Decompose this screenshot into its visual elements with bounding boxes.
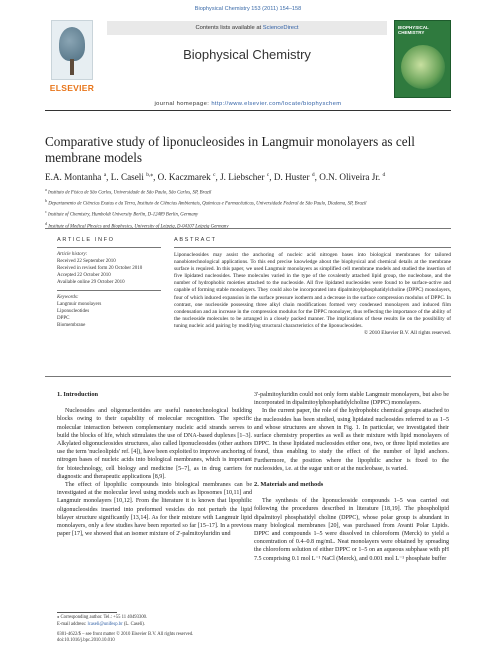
footnote [57, 615, 252, 645]
abstract [174, 252, 451, 337]
section-heading: 1. Introduction [57, 391, 99, 398]
doi-link[interactable]: doi:10.1016/j.bpc.2010.10.010 [57, 638, 115, 644]
issn: 0301-4622/$ – see front matter © 2010 Elsevier B.V. All rights reserved. [57, 631, 194, 637]
abstract-heading: ABSTRACT [174, 237, 217, 243]
email-link[interactable]: lcaseli@unifesp.br [87, 621, 123, 627]
tree-icon [51, 20, 93, 80]
journal-masthead [107, 21, 387, 103]
email-line: E-mail address: lcaseli@unifesp.br (L. Caseli). [57, 621, 146, 627]
keyword: Langmuir monolayers [57, 301, 102, 307]
article-history [57, 252, 157, 287]
homepage-prefix: journal homepage: [154, 101, 212, 107]
journal-homepage [45, 101, 451, 107]
history-item: Received in revised form 20 October 2010 [57, 265, 143, 271]
contents-bar [107, 21, 387, 35]
body-column-right [254, 391, 449, 563]
journal-citation: Biophysical Chemistry 153 (2011) 154–158 [194, 6, 302, 12]
author[interactable]: O. Kaczmarek $^c$ [157, 172, 216, 183]
paragraph: The synthesis of the liponucleoside compounds 1–5 was carried out following the procedures described in literature [18,19]. The phospholipid dipalmitoyl phosphatidyl choline (DPPC), whose polar group is abundant in many biological membranes [20], was purchased from Avanti Polar Lipids. DPPC and compounds 1–5 were dissolved in chloroform (Merck) to yield a concentration of 0.4–0.8 mg/mL. Neat monolayers were obtained by spreading the chloroform solution of either DPPC or 1–5 on an aqueous subphase with pH 7.5 comprising 0.1 mol L⁻¹ NaCl (Merck), and 0.001 mol L⁻¹ phosphate buffer [254, 498, 449, 562]
cover-title: BIOPHYSICAL CHEMISTRY [398, 25, 429, 35]
elsevier-logo [45, 20, 99, 98]
keyword: Biomembrane [57, 322, 86, 328]
divider [45, 376, 451, 377]
corresponding-author: ⁎ Corresponding author. Tel.: +55 11 40493300. [57, 615, 148, 620]
divider [57, 247, 161, 248]
divider [57, 290, 161, 291]
article-title: Comparative study of liponucleosides in Langmuir monolayers as cell membrane models [45, 134, 415, 165]
affiliation: $^b$ Departamento de Ciências Exatas e da Terra, Instituto de Ciências Ambientais, Químicas e Farmacêuticas, Universidade Federal de São Paulo, Diadema, SP, Brazil [45, 198, 367, 207]
author[interactable]: D. Huster $^d$ [273, 172, 315, 183]
author[interactable]: L. Caseli $^{b,⁎}$ [110, 172, 154, 183]
journal-name: Biophysical Chemistry [183, 47, 311, 62]
divider [45, 228, 451, 229]
journal-banner [45, 16, 451, 108]
paragraph: Nucleosides and oligonucleotides are useful nanotechnological building blocks owing to their capability of molecular recognition. The specific molecular interaction between complementary nucleic acid strands serves to build the blocks of life, which stimulates the use of DNA-based duplexes [1–3]. Alkylated oligonucleosides structures, also called liponucleosides (other authors use the term 'nucleolipids' ref. [4]), have been exploited to improve anchoring of nitrogen bases of nucleic acids into biological membranes, which is important for biotechnology, cell biology and medicine [5–7], as in drug carriers for diagnostic and therapeutic applications [8,9]. [57, 408, 252, 480]
affiliation: $^c$ Institute of Chemistry, Humboldt University Berlin, D-12489 Berlin, Germany [45, 209, 199, 218]
footnote-divider [57, 612, 117, 613]
divider [174, 247, 451, 248]
paragraph: 3'-palmitoyluridin could not only form stable Langmuir monolayers, but also be incorporated in dipalmitoylphosphatidylcholine (DPPC) monolayers. [254, 392, 449, 407]
contents-prefix: Contents lists available at [195, 25, 263, 31]
author-list: E.A. Montanha $^a$, L. Caseli $^{b,⁎}$, O. Kaczmarek $^c$, J. Liebscher $^c$, D. Huster $^d$, O.N. Oliveira Jr. $^d$ [45, 172, 386, 183]
author[interactable]: J. Liebscher $^c$ [220, 172, 270, 183]
copyright: © 2010 Elsevier B.V. All rights reserved. [363, 330, 451, 337]
affiliation: $^a$ Instituto de Física de São Carlos, Universidade de São Paulo, São Carlos, SP, Brazil [45, 187, 212, 196]
keywords-label: Keywords: [57, 295, 79, 300]
publisher-name: ELSEVIER [49, 83, 95, 93]
article-info-heading: ARTICLE INFO [57, 237, 115, 243]
keyword: DPPC [57, 315, 70, 321]
history-item: Available online 29 October 2010 [57, 279, 125, 285]
history-item: Received 22 September 2010 [57, 258, 116, 264]
author[interactable]: O.N. Oliveira Jr. $^d$ [319, 172, 386, 183]
header-divider [45, 110, 451, 111]
affiliation: $^d$ Institute of Medical Physics and Biophysics, University of Leipzig, D-04107 Leipzig Germany [45, 220, 229, 230]
author[interactable]: E.A. Montanha $^a$ [45, 172, 107, 183]
keywords [57, 295, 157, 330]
abstract-text: Liponucleosides may assist the anchoring of nucleic acid nitrogen bases into biological membranes for tailored nanobiotechnological applications. To this end precise knowledge about the biophysical and chemical details at the membrane surface is required. In this paper, we used Langmuir monolayers as simplified cell membrane models and studied the insertion of five lipidated nucleosides. These molecules varied in the type of the covalently attached lipid group, the nucleobase, and the number of hydrophobic moieties attached to the nucleoside. All five lipidated nucleosides were found to be surface-active and capable of forming stable monolayers. They could also be incorporated into dipalmitoylphosphatidylcholine (DPPC) monolayers, four of which induced expansion in the surface pressure isotherm and a decrease in the surface compression modulus of DPPC. In contrast, one nucleoside possessing three alkyl chain modifications formed very condensed monolayers and induced film condensation and an increase in the compression modulus for the DPPC monolayer, thus reflecting the importance of the ability of the nucleoside molecules to be arranged in a closely packed manner. The implications of these results lie on the possibility of tuning nucleic acid pairing by modifying structural characteristics of the liponucleosides. [174, 252, 451, 329]
homepage-link[interactable]: http://www.elsevier.com/locate/biophyschem [211, 101, 342, 107]
cover-image [401, 45, 445, 89]
history-item: Accepted 22 October 2010 [57, 272, 111, 278]
body-column-left [57, 391, 252, 538]
section-heading: 2. Materials and methods [254, 481, 324, 489]
journal-cover [394, 20, 451, 98]
keyword: Liponucleotides [57, 308, 90, 314]
paragraph: The effect of lipophilic compounds into biological membranes can be investigated at the molecular level using models such as liposomes [10,11] and Langmuir monolayers [10,12]. From the literature it is known that lipophilic oligonucleosides inserted into preformed vesicles do not perturb the lipid bilayer structure significantly [13,14]. As for their mixture with Langmuir lipid monolayers, only a few studies have been reported so far [15–17]. In a previous paper [17], we showed that an isomer mixture of 2'-palmitoyluridin und [57, 482, 252, 538]
history-label: Article history: [57, 252, 88, 257]
paragraph: In the current paper, the role of the hydrophobic chemical groups attached to the nucleosides has been studied, using lipidated nucleosides referred to as 1–5 and whose structures are shown in Fig. 1. In particular, we investigated their surface chemistry properties as well as their mixture with lipid monolayers of DPPC. In these lipidated nucleosides either one, two, or three lipid moieties are found, thus enabling to study the effect of the number of lipid anchors. Furthermore, the position where the lipophilic anchor is fixed to the nucleosides, i.e. at the sugar unit or at the nucleobase, is varied. [254, 408, 449, 472]
sciencedirect-link[interactable]: ScienceDirect [262, 25, 299, 31]
affiliations [45, 186, 451, 231]
